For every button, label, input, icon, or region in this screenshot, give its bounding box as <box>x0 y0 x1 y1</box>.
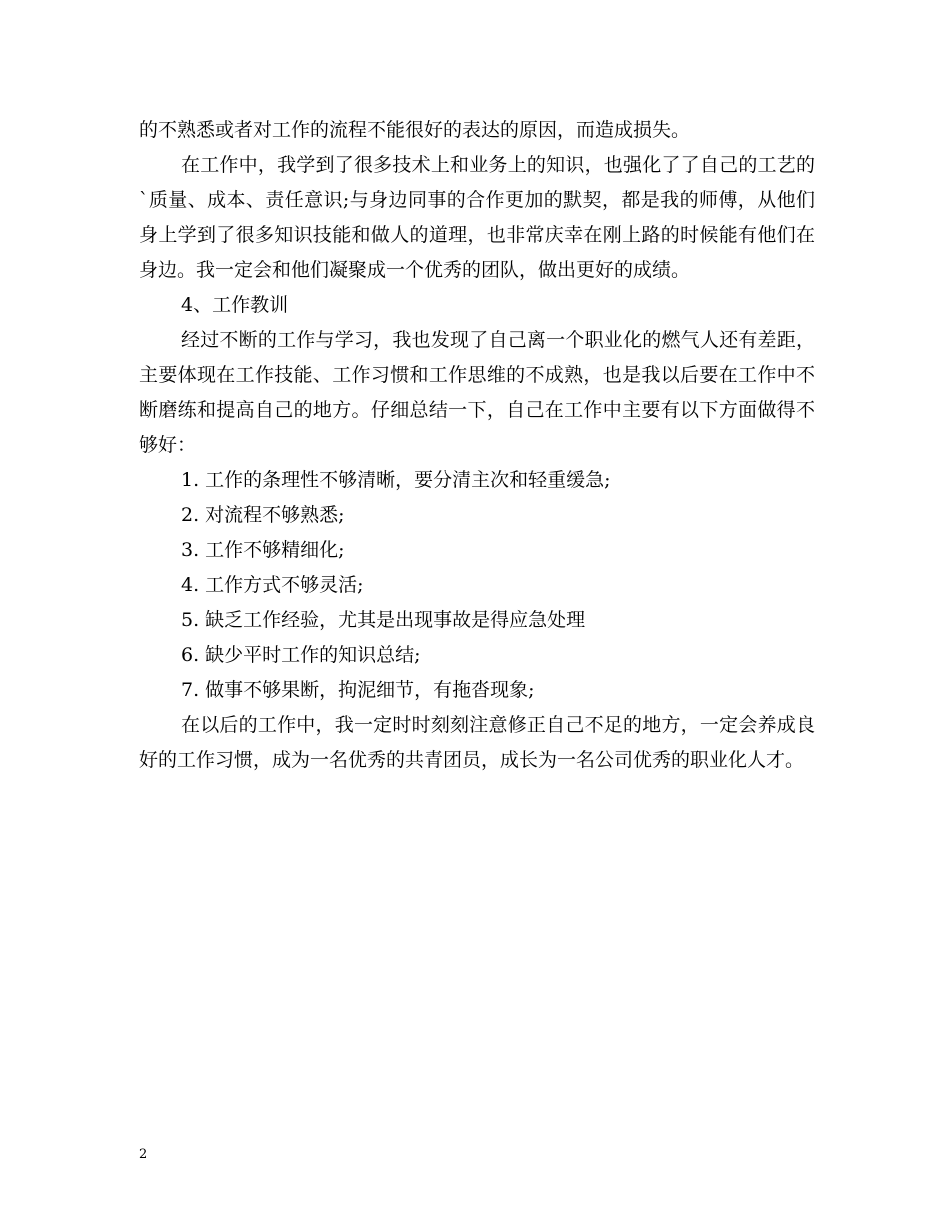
section-heading-work-lessons: 4、工作教训 <box>181 294 289 316</box>
list-item: 2. 对流程不够熟悉; <box>181 504 345 526</box>
paragraph-continuation: 的不熟悉或者对工作的流程不能很好的表达的原因，而造成损失。 <box>139 119 691 141</box>
list-item: 3. 工作不够精细化; <box>181 539 345 561</box>
list-item: 6. 缺少平时工作的知识总结; <box>181 644 421 666</box>
list-item: 1. 工作的条理性不够清晰，要分清主次和轻重缓急; <box>181 469 611 491</box>
shortcomings-list <box>139 463 815 708</box>
list-item: 4. 工作方式不够灵活; <box>181 574 364 596</box>
document-body <box>139 113 815 778</box>
page-number: 2 <box>139 1147 148 1162</box>
paragraph-shortcomings-intro: 经过不断的工作与学习，我也发现了自己离一个职业化的燃气人还有差距，主要体现在工作技能、工作习惯和工作思维的不成熟，也是我以后要在工作中不断磨练和提高自己的地方。仔细总结一下，自己在工作中主要有以下方面做得不够好： <box>139 329 815 456</box>
list-item: 5. 缺乏工作经验，尤其是出现事故是得应急处理 <box>181 609 586 631</box>
paragraph-conclusion: 在以后的工作中，我一定时时刻刻注意修正自己不足的地方，一定会养成良好的工作习惯，成为一名优秀的共青团员，成长为一名公司优秀的职业化人才。 <box>139 714 815 771</box>
list-item: 7. 做事不够果断，拘泥细节，有拖沓现象; <box>181 679 535 701</box>
paragraph-work-gains: 在工作中，我学到了很多技术上和业务上的知识，也强化了了自己的工艺的`质量、成本、责任意识;与身边同事的合作更加的默契，都是我的师傅，从他们身上学到了很多知识技能和做人的道理，也非常庆幸在刚上路的时候能有他们在身边。我一定会和他们凝聚成一个优秀的团队，做出更好的成绩。 <box>139 154 815 281</box>
